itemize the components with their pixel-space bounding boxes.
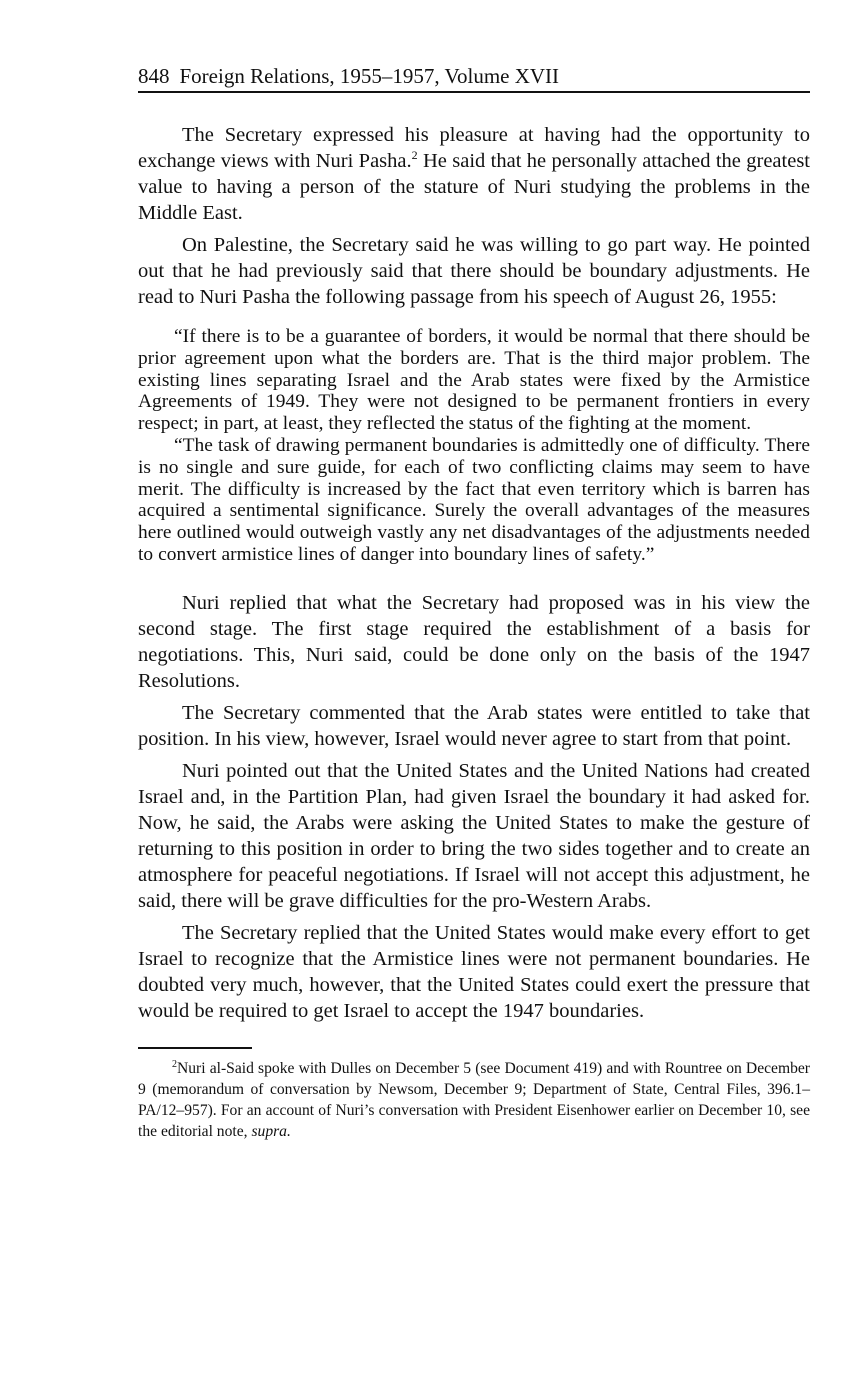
- paragraph-nuri-reply: Nuri replied that what the Secretary had proposed was in his view the second stage. The first stage required the establishment of a basis for negotiations. This, Nuri said, could be done only on the basis of the 1947 Resolutions.: [138, 591, 810, 692]
- footnote-text: Nuri al-Said spoke with Dulles on December 5 (see Document 419) and with Rountree on December 9 (memorandum of conversation by Newsom, December 9; Department of State, Central Files, 396.1–PA/12–957). For an account of Nuri’s conversation with President Eisenhower earlier on December 10, see the editorial note,: [138, 1059, 810, 1140]
- running-head: [138, 62, 810, 93]
- paragraph-nuri-partition: Nuri pointed out that the United States and the United Nations had created Israel and, in the Partition Plan, had given Israel the boundary it had asked for. Now, he said, the Arabs were asking the United States to make the gesture of returning to this position in order to bring the two sides together and to create an atmosphere for peaceful negotiations. If Israel will not accept this adjustment, he said, there will be grave difficulties for the pro-Western Arabs.: [138, 759, 810, 912]
- footnote-reference: 2: [411, 148, 418, 163]
- quotation-paragraph-boundaries: “The task of drawing permanent boundaries is admittedly one of difficulty. There is no single and sure guide, for each of two conflicting claims may seem to have merit. The difficulty is increased by the fact that even territory which is barren has acquired a sentimental significance. Surely the overall advantages of the measures here outlined would outweigh vastly any net disadvantages of the adjustments needed to convert armistice lines of danger into boundary lines of safety.”: [138, 434, 810, 565]
- paragraph-secretary-pleasure: [138, 122, 810, 226]
- quotation-paragraph-borders: “If there is to be a guarantee of borders, it would be normal that there should be prior agreement upon what the borders are. That is the third major problem. The existing lines separating Israel and the Arab states were fixed by the Armistice Agreements of 1949. They were not designed to be permanent frontiers in every respect; in part, at least, they reflected the status of the fighting at the moment.: [138, 326, 810, 435]
- paragraph-secretary-reply: The Secretary replied that the United States would make every effort to get Israel to recognize that the Armistice lines were not permanent boundaries. He doubted very much, however, that the United States could exert the pressure that would be required to get Israel to accept the 1947 boundaries.: [138, 921, 810, 1022]
- footnote-divider: [138, 1047, 252, 1049]
- paragraph-secretary-comment: The Secretary commented that the Arab states were entitled to take that position. In his view, however, Israel would never agree to start from that point.: [138, 701, 810, 750]
- speech-quotation: [138, 326, 810, 566]
- document-page: [138, 62, 810, 1142]
- paragraph-text: The Secretary expressed his pleasure at having had the opportunity to exchange views with Nuri Pasha.: [138, 124, 810, 172]
- footnote-italic-reference: supra.: [251, 1122, 291, 1140]
- footnote: [138, 1058, 810, 1142]
- footnote-marker: 2: [172, 1058, 177, 1070]
- paragraph-text: He said that he personally attached the greatest value to having a person of the stature of Nuri studying the problems in the Middle East.: [138, 150, 810, 224]
- page-number: 848: [138, 64, 170, 88]
- volume-title: Foreign Relations, 1955–1957, Volume XVII: [179, 64, 560, 88]
- paragraph-palestine: On Palestine, the Secretary said he was willing to go part way. He pointed out that he had previously said that there should be boundary adjustments. He read to Nuri Pasha the following passage from his speech of August 26, 1955:: [138, 234, 810, 308]
